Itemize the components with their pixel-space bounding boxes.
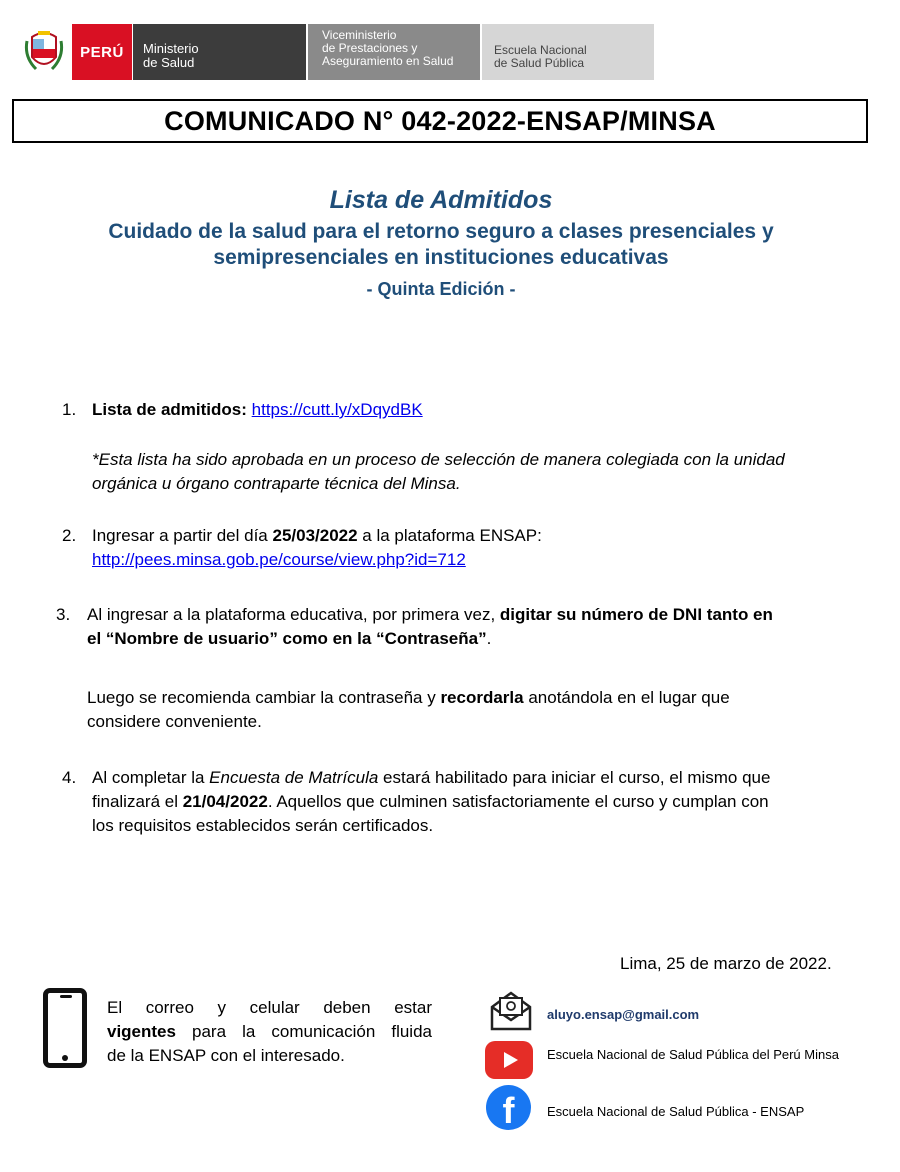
item-2: Ingresar a partir del día 25/03/2022 a la plataforma ENSAP: http://pees.minsa.gob.pe/course/view.php?id=712 [92, 526, 542, 569]
platform-link[interactable]: http://pees.minsa.gob.pe/course/view.php?id=712 [92, 550, 466, 569]
document-title-box [12, 99, 868, 143]
admitted-list-link[interactable]: https://cutt.ly/xDqydBK [251, 400, 423, 419]
item-3: Al ingresar a la plataforma educativa, por primera vez, digitar su número de DNI tanto en el “Nombre de usuario” como en la “Contraseña”. [87, 605, 773, 648]
item-3-recommendation: Luego se recomienda cambiar la contraseña y recordarla anotándola en el lugar que considere conveniente. [87, 688, 730, 731]
phone-icon [43, 988, 87, 1068]
item-4: Al completar la Encuesta de Matrícula estará habilitado para iniciar el curso, el mismo que finalizará el 21/04/2022. Aquellos que culminen satisfactoriamente el curso y cumplan con los requisitos establecidos serán certificados. [92, 768, 771, 835]
youtube-channel[interactable]: Escuela Nacional de Salud Pública del Perú Minsa [547, 1047, 839, 1062]
place-date: Lima, 25 de marzo de 2022. [620, 954, 832, 973]
facebook-page[interactable]: Escuela Nacional de Salud Pública - ENSAP [547, 1104, 805, 1119]
vice-ministry-logo: Viceministerio de Prestaciones y Aseguramiento en Salud [308, 24, 480, 80]
ministry-logo: Ministerio de Salud [133, 24, 306, 80]
contact-notice: El correo y celular deben estar vigentes para la comunicación fluida de la ENSAP con el interesado. [107, 998, 432, 1065]
document-title: COMUNICADO N° 042-2022-ENSAP/MINSA [164, 105, 716, 136]
youtube-icon [485, 1041, 533, 1079]
subtitle: Lista de Admitidos [329, 186, 553, 214]
edition: - Quinta Edición - [366, 279, 516, 299]
course-name: Cuidado de la salud para el retorno seguro a clases presenciales y semipresenciales en instituciones educativas [108, 220, 774, 269]
item-1-note: *Esta lista ha sido aprobada en un proceso de selección de manera colegiada con la unidad orgánica u órgano contraparte técnica del Minsa. [92, 450, 785, 493]
contact-email[interactable]: aluyo.ensap@gmail.com [547, 1007, 700, 1022]
item-2-number: 2. [62, 526, 77, 545]
header-logos [22, 24, 654, 80]
email-icon [489, 990, 533, 1032]
facebook-icon: f [486, 1085, 531, 1130]
coat-of-arms-icon [22, 24, 66, 80]
item-4-number: 4. [62, 768, 77, 787]
item-3-number: 3. [56, 605, 71, 624]
item-1-number: 1. [62, 400, 77, 419]
peru-logo: PERÚ [72, 24, 132, 80]
school-logo: Escuela Nacional de Salud Pública [482, 24, 654, 80]
item-1: Lista de admitidos: https://cutt.ly/xDqydBK [92, 400, 423, 419]
